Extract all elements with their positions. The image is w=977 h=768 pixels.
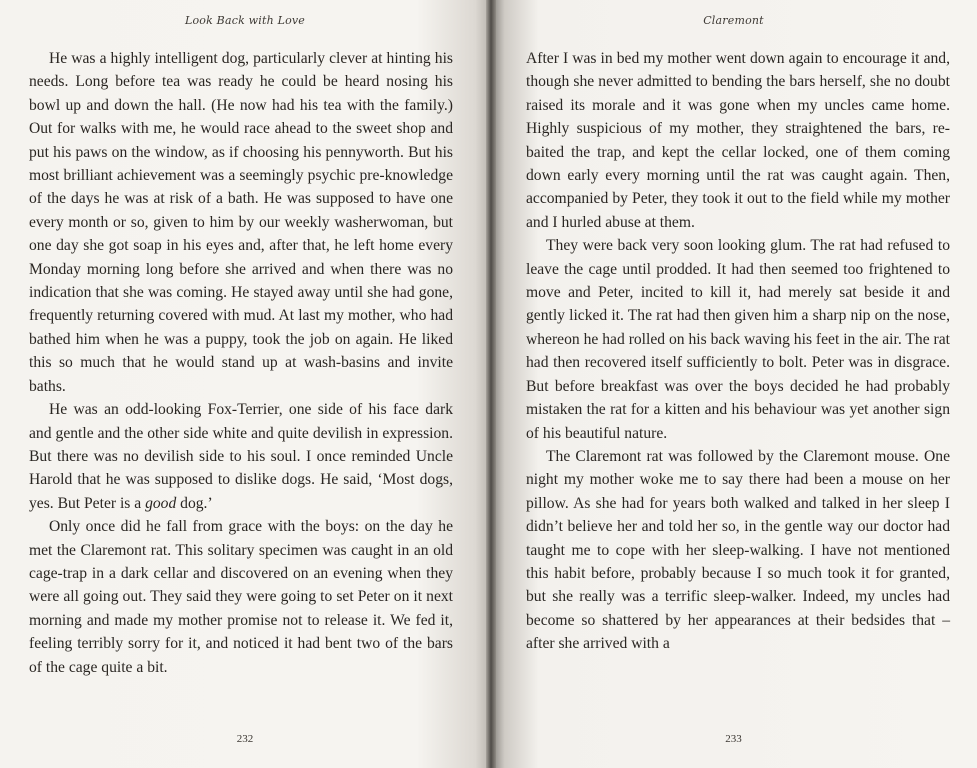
left-paragraph-3: Only once did he fall from grace with the boys: on the day he met the Claremont rat. This solitary specimen was caught in an old cage-trap in a dark cellar and discovered on an evening when they were all going out. They said they were going to set Peter on it next morning and made my mother promise not to release it. We fed it, feeling terribly sorry for it, and noticed it had bent two of the bars of the cage quite a bit.: [29, 518, 453, 676]
left-body-text: [29, 47, 453, 679]
left-running-head: Look Back with Love: [184, 14, 306, 27]
left-page-number: 232: [236, 733, 254, 745]
book-gutter: [486, 0, 496, 768]
left-paragraph-1: He was a highly intelligent dog, particularly clever at hinting his needs. Long before tea was ready he could be heard nosing his bowl up and down the hall. (He now had his tea with the family.) Out for walks with me, he would race ahead to the sweet shop and put his paws on the window, as if choosing his pennyworth. But his most brilliant achievement was a seemingly psychic pre-knowledge of the days he was at risk of a bath. He was supposed to have one every month or so, given to him by our weekly washerwoman, but one day she got soap in his eyes and, after that, he left home every Monday morning long before she arrived and when there was no indication that she was coming. He stayed away until she had gone, frequently returning covered with mud. At last my mother, who had bathed him when he was a puppy, took the job on again. He liked this so much that he would stand up at wash-basins and invite baths.: [29, 50, 453, 395]
right-paragraph-1: After I was in bed my mother went down again to encourage it and, though she never admitted to bending the bars herself, she no doubt raised its morale and it was gone when my uncles came home. Highly suspicious of my mother, they straightened the bars, re-baited the trap, and kept the cellar locked, one of them coming down early every morning until the rat was caught again. Then, accompanied by Peter, they took it out to the field while my mother and I hurled abuse at them.: [526, 50, 950, 231]
left-paragraph-2-end: dog.’: [176, 494, 213, 512]
left-paragraph-2: [29, 398, 453, 515]
left-paragraph-2-emphasis: good: [145, 494, 177, 512]
right-paragraph-3: The Claremont rat was followed by the Claremont mouse. One night my mother woke me to say there had been a mouse on her pillow. As she had for years both walked and talked in her sleep I didn’t believe her and told her so, in the gentle way our doctor had taught me to cope with her sleep-walking. I have not mentioned this habit before, probably because I so much took it for granted, but she really was a terrific sleep-walker. Indeed, my uncles had become so shattered by her appearances at their bedsides that – after she arrived with a: [526, 447, 950, 653]
right-running-head: Claremont: [703, 14, 764, 27]
right-paragraph-2: They were back very soon looking glum. The rat had refused to leave the cage until prodded. It had then seemed too frightened to move and Peter, incited to kill it, had merely sat beside it and gently licked it. The rat had then given him a sharp nip on the nose, whereon he had rolled on his back waving his feet in the air. The rat had then recovered itself sufficiently to bolt. Peter was in disgrace. But before breakfast was over the boys decided he had probably mistaken the rat for a kitten and his behaviour was yet another sign of his beautiful nature.: [526, 237, 950, 442]
left-paragraph-2-text: He was an odd-looking Fox-Terrier, one side of his face dark and gentle and the other side white and quite devilish in expression. But there was no devilish side to his soul. I once reminded Uncle Harold that he was supposed to dislike dogs. He said, ‘Most dogs, yes. But Peter is a: [29, 401, 453, 512]
right-body-text: [526, 47, 950, 656]
right-page-number: 233: [725, 733, 742, 745]
